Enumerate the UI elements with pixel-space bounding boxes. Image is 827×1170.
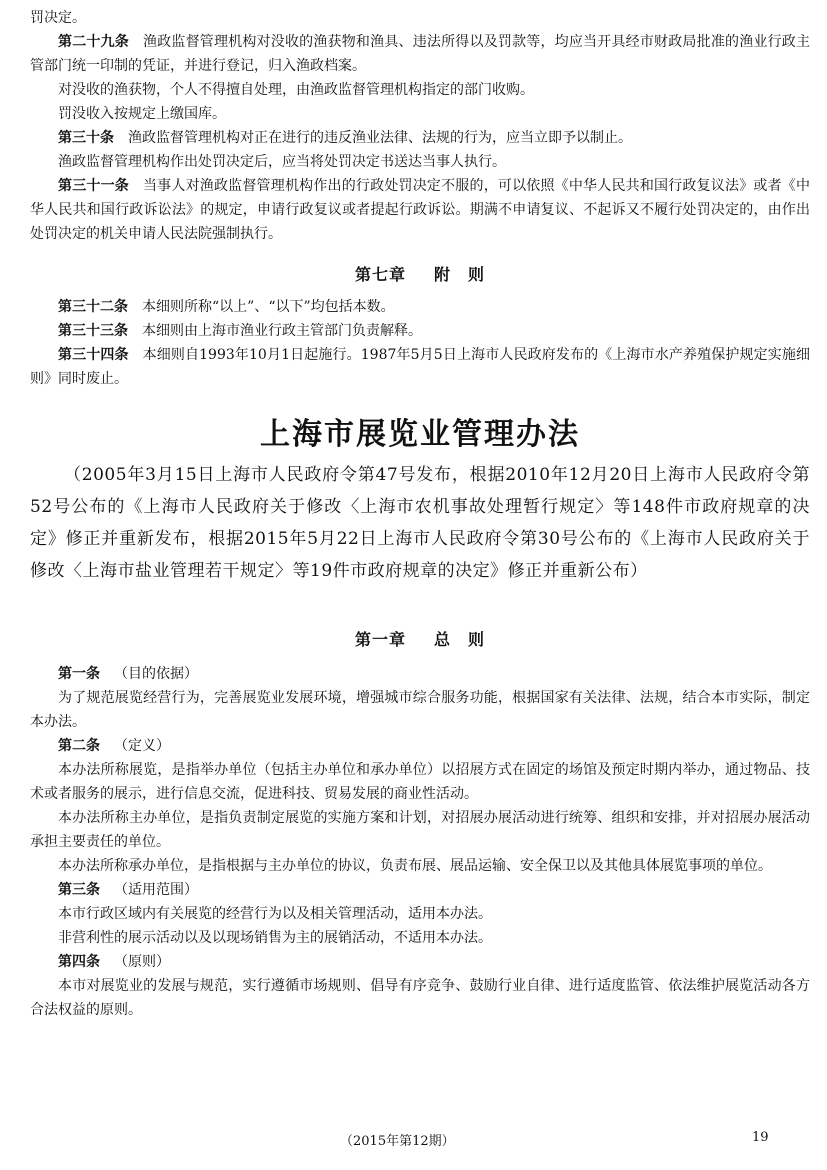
paragraph: 本办法所称展览，是指举办单位（包括主办单位和承办单位）以招展方式在固定的场馆及预定时期内举办，通过物品、技术或者服务的展示，进行信息交流，促进科技、贸易发展的商业性活动。: [30, 762, 810, 802]
chapter-heading-7: [30, 262, 810, 285]
article-text: 本细则由上海市渔业行政主管部门负责解释。: [142, 323, 422, 339]
chapter-heading-1: [30, 627, 810, 650]
paragraph: 对没收的渔获物，个人不得擅自处理，由渔政监督管理机构指定的部门收购。: [58, 82, 534, 98]
chapter-number: 第七章: [354, 265, 406, 284]
article-number: 第二十九条: [58, 34, 129, 50]
article-30: [30, 126, 810, 150]
article-number: 第三十二条: [58, 299, 128, 315]
article-number: 第四条: [58, 954, 100, 970]
article-4-heading: [30, 950, 810, 974]
article-text: 本细则自1993年10月1日起施行。1987年5月5日上海市人民政府发布的《上海市水产养殖保护规定实施细则》同时废止。: [30, 347, 811, 387]
paragraph: 为了规范展览经营行为，完善展览业发展环境，增强城市综合服务功能，根据国家有关法律、法规，结合本市实际，制定本办法。: [30, 690, 810, 730]
chapter-number: 第一章: [354, 630, 406, 649]
article-33: [30, 319, 810, 343]
issue-label: （2015年第12期）: [340, 1134, 455, 1149]
article-number: 第三十条: [58, 130, 114, 146]
chapter-name: 总 则: [434, 630, 486, 649]
document-title: 上海市展览业管理办法: [260, 417, 580, 452]
paragraph: 本市对展览业的发展与规范，实行遵循市场规则、倡导有序竞争、鼓励行业自律、进行适度监管、依法维护展览活动各方合法权益的原则。: [30, 978, 810, 1018]
paragraph: 罚决定。: [30, 10, 86, 26]
document-page: [30, 6, 810, 1022]
article-34: [30, 343, 810, 391]
document-subtitle: （2005年3月15日上海市人民政府令第47号发布，根据2010年12月20日上海市人民政府令第52号公布的《上海市人民政府关于修改〈上海市农机事故处理暂行规定〉等148件市政府规章的决定》修正并重新发布，根据2015年5月22日上海市人民政府令第30号公布的《上海市人民政府关于修改〈上海市盐业管理若干规定〉等19件市政府规章的决定》修正并重新公布）: [30, 465, 810, 581]
article-29: [30, 30, 810, 78]
chapter-name: 附 则: [434, 265, 486, 284]
article-3-heading: [30, 878, 810, 902]
article-text: 当事人对渔政监督管理机构作出的行政处罚决定不服的，可以依照《中华人民共和国行政复议法》或者《中华人民共和国行政诉讼法》的规定，申请行政复议或者提起行政诉讼。期满不申请复议、不起诉又不履行处罚决定的，由作出处罚决定的机关申请人民法院强制执行。: [30, 178, 811, 242]
article-number: 第三十三条: [58, 323, 128, 339]
article-text: 渔政监督管理机构对没收的渔获物和渔具、违法所得以及罚款等，均应当开具经市财政局批准的渔业行政主管部门统一印制的凭证，并进行登记，归入渔政档案。: [30, 34, 811, 74]
article-number: 第三条: [58, 882, 100, 898]
paragraph: 罚没收入按规定上缴国库。: [58, 106, 226, 122]
article-32: [30, 295, 810, 319]
article-text: 本细则所称“以上”、“以下”均包括本数。: [142, 299, 395, 315]
page-number: 19: [752, 1130, 769, 1145]
paragraph: 非营利性的展示活动以及以现场销售为主的展销活动，不适用本办法。: [58, 930, 492, 946]
paragraph: 本市行政区域内有关展览的经营行为以及相关管理活动，适用本办法。: [58, 906, 492, 922]
article-1-heading: [30, 662, 810, 686]
article-heading: （原则）: [114, 954, 170, 970]
article-number: 第一条: [58, 666, 100, 682]
article-heading: （定义）: [114, 738, 170, 754]
paragraph: 本办法所称主办单位，是指负责制定展览的实施方案和计划，对招展办展活动进行统筹、组织和安排，并对招展办展活动承担主要责任的单位。: [30, 810, 810, 850]
article-2-heading: [30, 734, 810, 758]
article-heading: （目的依据）: [114, 666, 198, 682]
article-number: 第三十四条: [58, 347, 129, 363]
article-number: 第三十一条: [58, 178, 129, 194]
article-text: 渔政监督管理机构对正在进行的违反渔业法律、法规的行为，应当立即予以制止。: [128, 130, 632, 146]
paragraph: 本办法所称承办单位，是指根据与主办单位的协议，负责布展、展品运输、安全保卫以及其他具体展览事项的单位。: [58, 858, 772, 874]
article-number: 第二条: [58, 738, 100, 754]
paragraph: 渔政监督管理机构作出处罚决定后，应当将处罚决定书送达当事人执行。: [58, 154, 506, 170]
article-31: [30, 174, 810, 246]
article-heading: （适用范围）: [114, 882, 198, 898]
